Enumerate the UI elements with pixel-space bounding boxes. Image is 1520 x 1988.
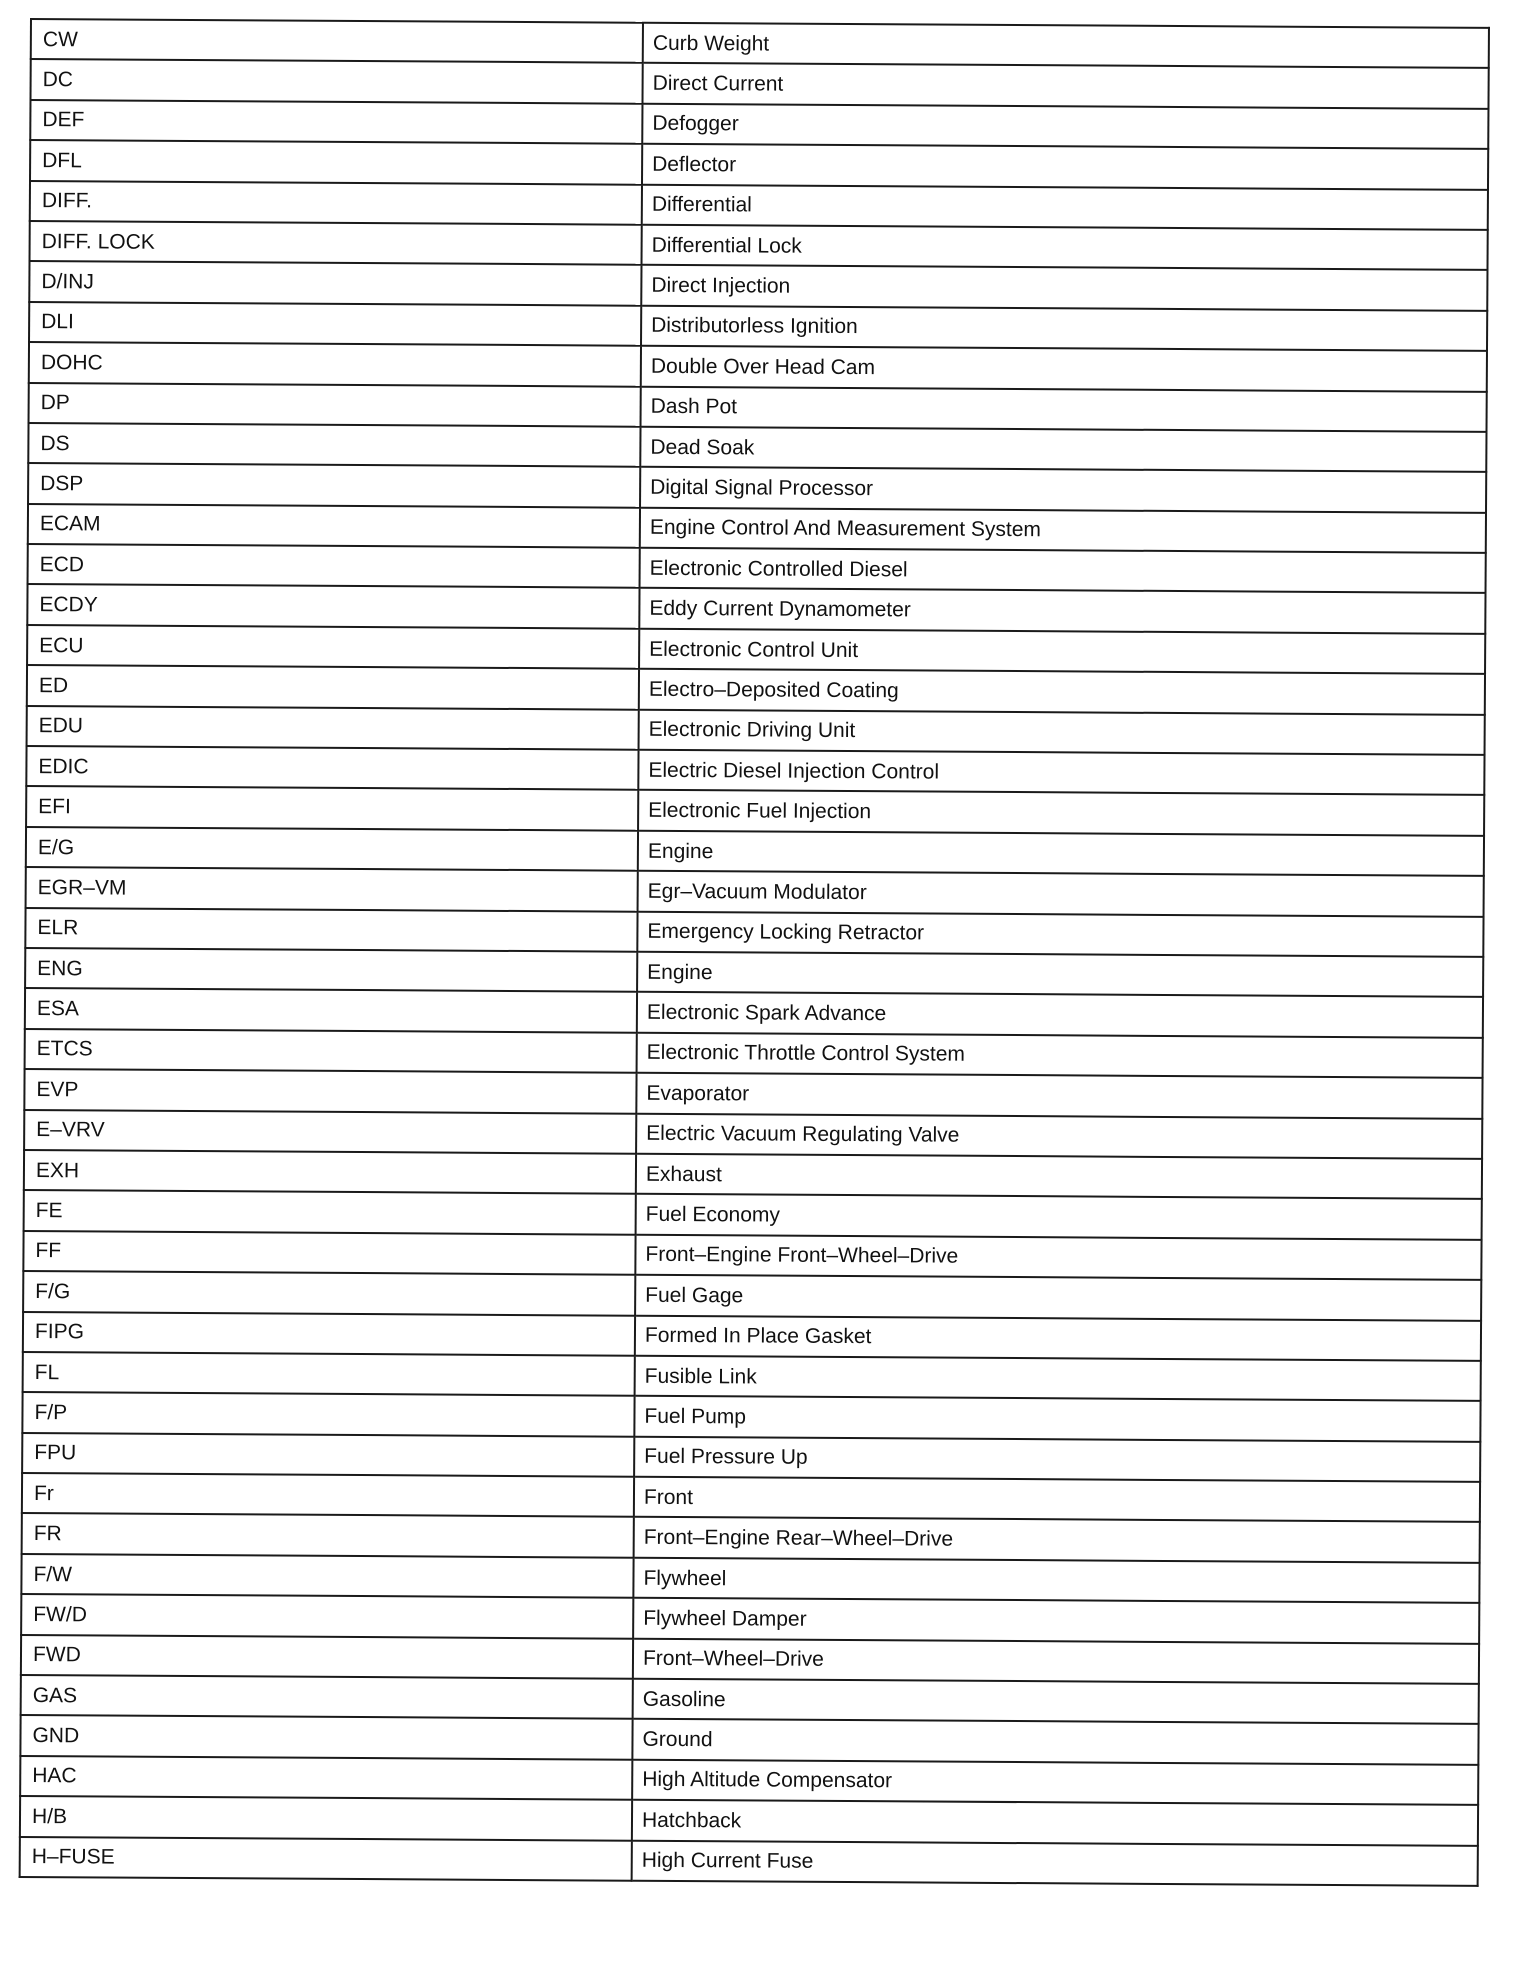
meaning-cell: Fuel Pump (634, 1396, 1480, 1442)
abbreviation-cell: FE (24, 1190, 636, 1234)
meaning-cell: Flywheel (633, 1558, 1479, 1604)
meaning-cell: Electric Vacuum Regulating Valve (636, 1113, 1482, 1159)
abbreviation-cell: D/INJ (29, 261, 641, 305)
abbreviation-cell: EGR–VM (26, 867, 638, 911)
meaning-cell: Emergency Locking Retractor (637, 911, 1483, 957)
abbreviation-cell: F/W (21, 1554, 633, 1598)
abbreviation-cell: H–FUSE (20, 1837, 632, 1881)
meaning-cell: Electronic Spark Advance (637, 992, 1483, 1038)
abbreviation-cell: DC (31, 59, 643, 103)
abbreviation-cell: DOHC (29, 342, 641, 386)
meaning-cell: Electronic Controlled Diesel (640, 548, 1486, 594)
abbreviation-cell: GAS (21, 1675, 633, 1719)
meaning-cell: Front–Wheel–Drive (633, 1638, 1479, 1684)
meaning-cell: Hatchback (632, 1800, 1478, 1846)
abbreviation-cell: ECU (27, 625, 639, 669)
abbreviation-cell: ELR (25, 908, 637, 952)
abbreviation-cell: EVP (24, 1069, 636, 1113)
abbreviation-cell: CW (31, 19, 643, 63)
abbreviation-cell: E/G (26, 827, 638, 871)
meaning-cell: Engine (638, 831, 1484, 877)
abbreviation-cell: DIFF. (30, 181, 642, 225)
meaning-cell: Dead Soak (640, 427, 1486, 473)
meaning-cell: High Altitude Compensator (632, 1760, 1478, 1806)
abbreviation-cell: Fr (22, 1473, 634, 1517)
meaning-cell: Egr–Vacuum Modulator (638, 871, 1484, 917)
abbreviation-table-body (20, 19, 1489, 1886)
meaning-cell: Gasoline (633, 1679, 1479, 1725)
meaning-cell: Evaporator (636, 1073, 1482, 1119)
abbreviation-cell: DS (28, 423, 640, 467)
meaning-cell: High Current Fuse (632, 1840, 1478, 1886)
abbreviation-cell: DP (29, 383, 641, 427)
meaning-cell: Differential (642, 184, 1488, 230)
meaning-cell: Engine (637, 952, 1483, 998)
abbreviation-cell: DLI (29, 302, 641, 346)
meaning-cell: Ground (632, 1719, 1478, 1765)
abbreviation-cell: FL (23, 1352, 635, 1396)
abbreviation-cell: DSP (28, 463, 640, 507)
abbreviation-cell: FIPG (23, 1311, 635, 1355)
abbreviation-cell: EDU (27, 706, 639, 750)
abbreviation-cell: DIFF. LOCK (30, 221, 642, 265)
meaning-cell: Dash Pot (641, 386, 1487, 432)
meaning-cell: Direct Injection (641, 265, 1487, 311)
meaning-cell: Front–Engine Front–Wheel–Drive (635, 1234, 1481, 1280)
abbreviation-cell: ECAM (28, 504, 640, 548)
meaning-cell: Fusible Link (635, 1356, 1481, 1402)
meaning-cell: Front–Engine Rear–Wheel–Drive (634, 1517, 1480, 1563)
meaning-cell: Formed In Place Gasket (635, 1315, 1481, 1361)
meaning-cell: Direct Current (642, 63, 1488, 109)
meaning-cell: Curb Weight (643, 23, 1489, 69)
meaning-cell: Electric Diesel Injection Control (638, 750, 1484, 796)
abbreviation-table (19, 18, 1490, 1887)
abbreviation-cell: EDIC (26, 746, 638, 790)
abbreviation-cell: ESA (25, 988, 637, 1032)
abbreviation-cell: FPU (22, 1433, 634, 1477)
meaning-cell: Defogger (642, 104, 1488, 150)
meaning-cell: Digital Signal Processor (640, 467, 1486, 513)
meaning-cell: Electronic Driving Unit (639, 709, 1485, 755)
abbreviation-cell: ENG (25, 948, 637, 992)
abbreviation-cell: ED (27, 665, 639, 709)
abbreviation-cell: DFL (30, 140, 642, 184)
abbreviation-cell: E–VRV (24, 1110, 636, 1154)
abbreviation-sheet (19, 18, 1488, 1887)
meaning-cell: Eddy Current Dynamometer (639, 588, 1485, 634)
abbreviation-cell: F/G (23, 1271, 635, 1315)
meaning-cell: Electronic Fuel Injection (638, 790, 1484, 836)
abbreviation-cell: GND (20, 1715, 632, 1759)
abbreviation-cell: DEF (30, 100, 642, 144)
meaning-cell: Electronic Control Unit (639, 629, 1485, 675)
meaning-cell: Fuel Pressure Up (634, 1436, 1480, 1482)
abbreviation-cell: EFI (26, 786, 638, 830)
meaning-cell: Fuel Economy (636, 1194, 1482, 1240)
abbreviation-cell: ETCS (25, 1029, 637, 1073)
abbreviation-cell: ECDY (27, 584, 639, 628)
table-row (20, 1837, 1478, 1886)
meaning-cell: Fuel Gage (635, 1275, 1481, 1321)
meaning-cell: Distributorless Ignition (641, 305, 1487, 351)
meaning-cell: Differential Lock (642, 225, 1488, 271)
abbreviation-cell: F/P (22, 1392, 634, 1436)
abbreviation-cell: FF (23, 1231, 635, 1275)
meaning-cell: Front (634, 1477, 1480, 1523)
abbreviation-cell: FW/D (21, 1594, 633, 1638)
abbreviation-cell: HAC (20, 1756, 632, 1800)
meaning-cell: Exhaust (636, 1154, 1482, 1200)
meaning-cell: Electronic Throttle Control System (637, 1032, 1483, 1078)
abbreviation-cell: ECD (28, 544, 640, 588)
abbreviation-cell: EXH (24, 1150, 636, 1194)
abbreviation-cell: FWD (21, 1635, 633, 1679)
meaning-cell: Engine Control And Measurement System (640, 507, 1486, 553)
abbreviation-cell: FR (22, 1513, 634, 1557)
meaning-cell: Deflector (642, 144, 1488, 190)
abbreviation-cell: H/B (20, 1796, 632, 1840)
meaning-cell: Flywheel Damper (633, 1598, 1479, 1644)
meaning-cell: Electro–Deposited Coating (639, 669, 1485, 715)
meaning-cell: Double Over Head Cam (641, 346, 1487, 392)
